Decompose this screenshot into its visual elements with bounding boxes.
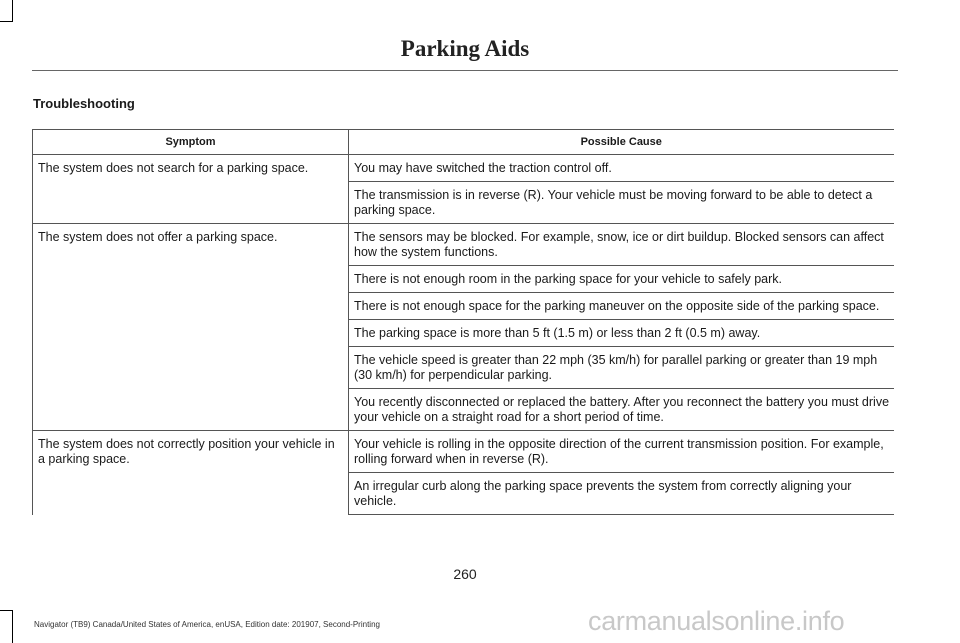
troubleshooting-table (32, 129, 894, 515)
cause-cell: The sensors may be blocked. For example, snow, ice or dirt buildup. Blocked sensors can affect how the system functions. (349, 224, 894, 266)
page-number: 260 (453, 566, 477, 582)
cause-cell: There is not enough space for the parking maneuver on the opposite side of the parking space. (349, 293, 894, 320)
cause-cell: The vehicle speed is greater than 22 mph (35 km/h) for parallel parking or greater than 19 mph (30 km/h) for perpendicular parking. (349, 347, 894, 389)
crop-mark-top-left (0, 21, 13, 22)
header-divider (32, 70, 898, 71)
crop-mark-bottom-left (0, 610, 13, 611)
cause-cell: The parking space is more than 5 ft (1.5 m) or less than 2 ft (0.5 m) away. (349, 320, 894, 347)
section-heading: Troubleshooting (33, 96, 135, 111)
cause-cell: You may have switched the traction control off. (349, 155, 894, 182)
cause-cell: An irregular curb along the parking space prevents the system from correctly aligning your vehicle. (349, 473, 894, 515)
footer-edition-text: Navigator (TB9) Canada/United States of America, enUSA, Edition date: 201907, Second-Printing (34, 620, 380, 629)
table-row (33, 431, 894, 473)
cause-cell: The transmission is in reverse (R). Your vehicle must be moving forward to be able to detect a parking space. (349, 182, 894, 224)
column-header-possible-cause: Possible Cause (349, 130, 894, 155)
watermark: carmanualsonline.info (588, 606, 845, 636)
crop-mark-top-left (12, 0, 13, 22)
table-row (33, 224, 894, 266)
crop-mark-bottom-left (12, 610, 13, 643)
symptom-cell: The system does not search for a parking space. (33, 155, 349, 224)
table-header-row (33, 130, 894, 155)
column-header-symptom: Symptom (33, 130, 349, 155)
cause-cell: You recently disconnected or replaced the battery. After you reconnect the battery you must drive your vehicle on a straight road for a short period of time. (349, 389, 894, 431)
symptom-cell: The system does not correctly position your vehicle in a parking space. (33, 431, 349, 515)
table-row (33, 155, 894, 182)
page-title: Parking Aids (400, 36, 530, 61)
cause-cell: There is not enough room in the parking space for your vehicle to safely park. (349, 266, 894, 293)
cause-cell: Your vehicle is rolling in the opposite direction of the current transmission position. For example, rolling forward when in reverse (R). (349, 431, 894, 473)
symptom-cell: The system does not offer a parking space. (33, 224, 349, 431)
